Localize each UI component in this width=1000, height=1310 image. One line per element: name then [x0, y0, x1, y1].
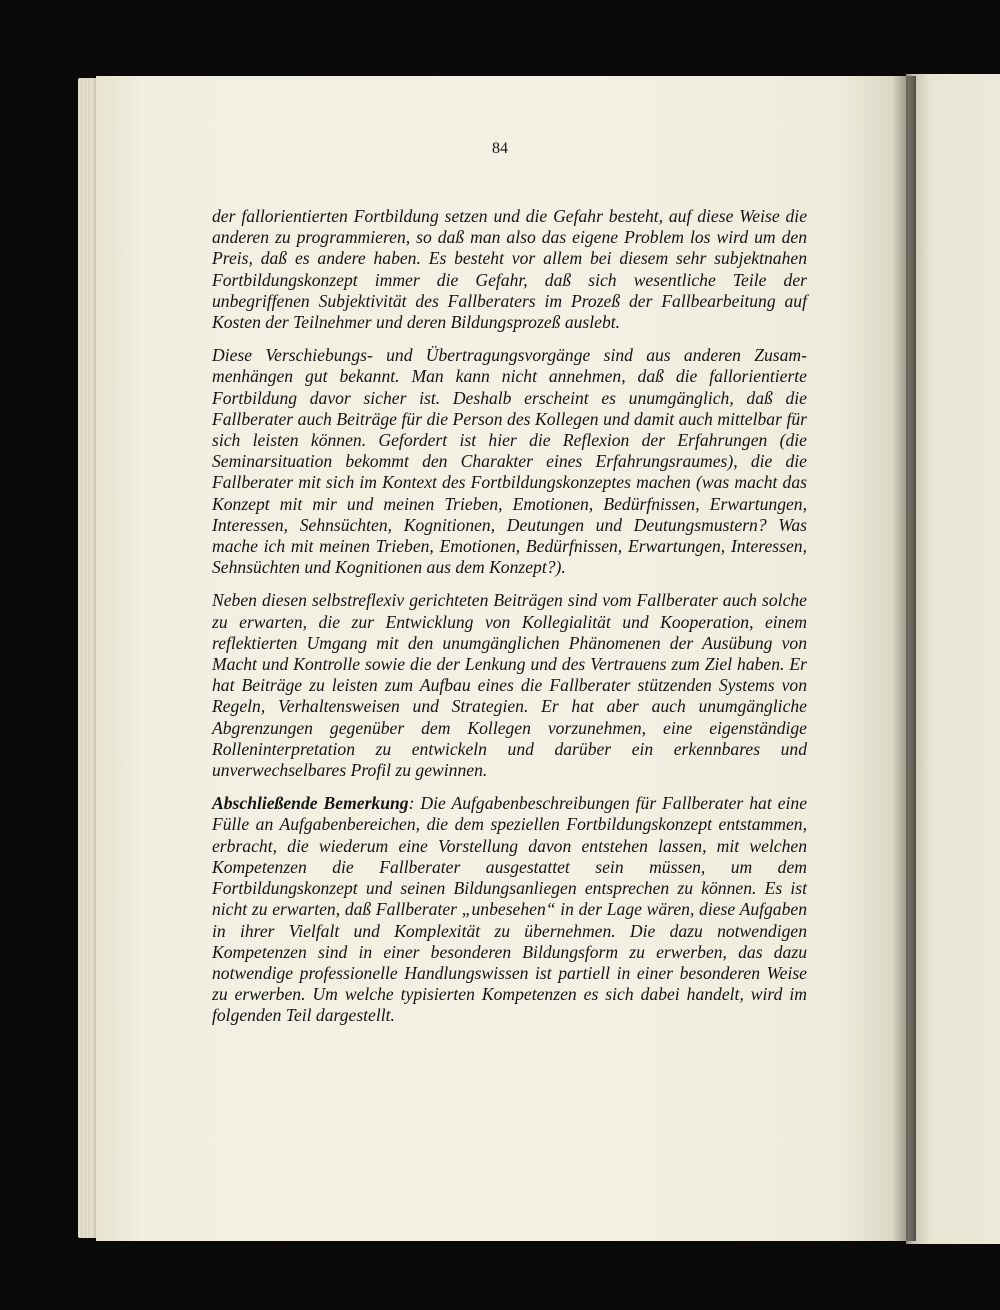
- paragraph-1: der fallorientierten Fortbildung setzen und die Gefahr besteht, auf diese Weise die anderen zu programmieren, so daß man also das eigene Problem los wird um den Preis, daß es andere haben. Es besteht vor allem bei diesem sehr subjektnahen Fortbildungskonzept immer die Gefahr, daß sich wesentliche Teile der unbegriffenen Subjektivität des Fallberaters im Prozeß der Fallbearbeitung auf Kosten der Teilnehmer und deren Bildungsprozeß auslebt.: [212, 206, 807, 333]
- body-text: [212, 206, 807, 1039]
- book-gutter-shadow: [892, 76, 916, 1241]
- paragraph-2: Diese Verschiebungs- und Übertragungsvorgänge sind aus anderen Zusammenhängen gut bekannt. Man kann nicht annehmen, daß die fallorientierte Fortbildung davor sicher ist. Deshalb erscheint es unumgänglich, daß die Fallberater auch Beiträge für die Person des Kollegen und damit auch mittelbar für sich leisten können. Gefordert ist hier die Reflexion der Erfahrungen (die Seminarsituation bekommt den Charakter eines Erfahrungsraumes), die die Fallberater mit sich im Kontext des Fortbildungskonzeptes machen (was macht das Konzept mit mir und meinen Trieben, Emotionen, Bedürfnissen, Erwartungen, Interessen, Sehnsüchten, Kognitionen, Deutungen und Deutungsmustern? Was mache ich mit meinen Trieben, Emotionen, Bedürfnissen, Erwartungen, Interessen, Sehnsüchten und Kognitionen aus dem Konzept?).: [212, 345, 807, 578]
- facing-page-edge: [906, 74, 1000, 1244]
- paragraph-3: Neben diesen selbstreflexiv gerichteten Beiträgen sind vom Fallberater auch solche zu erwarten, die zur Entwicklung von Kollegialität und Kooperation, einem reflektierten Umgang mit den unumgänglichen Phänomenen der Ausübung von Macht und Kontrolle sowie die der Lenkung und des Vertrauens zum Ziel haben. Er hat Beiträge zu leisten zum Aufbau eines die Fallberater stützenden Systems von Regeln, Verhaltensweisen und Strategien. Er hat aber auch unumgängliche Abgrenzungen gegenüber dem Kollegen vorzunehmen, eine eigenständige Rolleninterpretation zu entwickeln und darüber ein erkennbares und unverwechselbares Profil zu gewinnen.: [212, 590, 807, 781]
- paragraph-4-lead: Abschließende Bemerkung: [212, 793, 409, 814]
- paragraph-4-colon: :: [408, 793, 415, 814]
- paragraph-4-text: Die Aufgabenbeschreibungen für Fallberater hat eine Fülle an Aufgabenbereichen, die dem speziellen Fortbildungskonzept entstammen, erbracht, die wiederum eine Vorstellung davon entstehen lassen, mit welchen Kompetenzen die Fallberater ausgestattet sein müssen, um dem Fortbildungskonzept und seinen Bildungsanliegen entsprechen zu können. Es ist nicht zu erwarten, daß Fallberater „unbesehen“ in der Lage wären, diese Aufgaben in ihrer Vielfalt und Komplexität zu übernehmen. Die dazu notwendigen Kompetenzen sind in einer besonderen Bildungsform zu erwerben, das dazu notwendige professionelle Handlungswissen ist partiell in einer besonderen Weise zu erwerben. Um welche typisierten Kompetenzen es sich dabei handelt, wird im folgenden Teil dargestellt.: [212, 793, 807, 1026]
- paragraph-4: [212, 793, 807, 1026]
- page-number: 84: [492, 140, 508, 157]
